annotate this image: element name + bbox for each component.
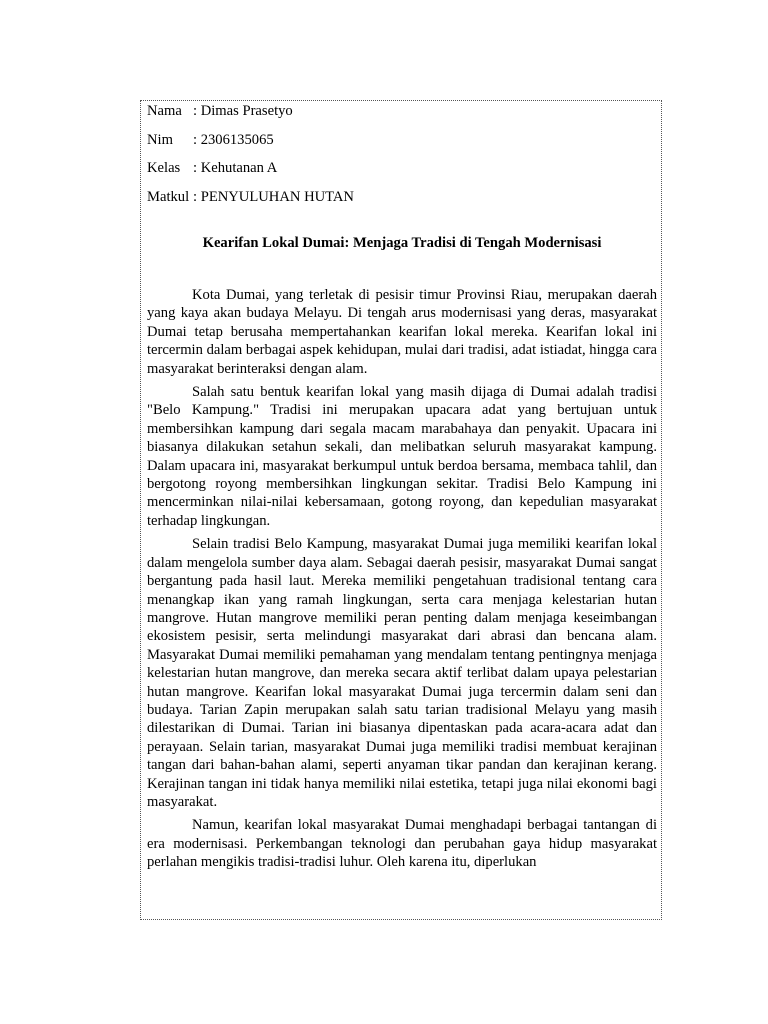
paragraph: Kota Dumai, yang terletak di pesisir timur Provinsi Riau, merupakan daerah yang kaya akan budaya Melayu. Di tengah arus modernisasi yang deras, masyarakat Dumai tetap berusaha mempertahankan kearifan lokal mereka. Kearifan lokal ini tercermin dalam berbagai aspek kehidupan, mulai dari tradisi, adat istiadat, hingga cara masyarakat berinteraksi dengan alam. xyxy=(147,287,657,377)
meta-value: : Kehutanan A xyxy=(193,160,278,176)
student-info xyxy=(147,102,657,216)
meta-value: : Dimas Prasetyo xyxy=(193,103,293,119)
meta-value: : 2306135065 xyxy=(193,131,274,148)
meta-label: Nama xyxy=(147,103,182,119)
meta-value: : PENYULUHAN HUTAN xyxy=(193,188,354,205)
paragraph: Salah satu bentuk kearifan lokal yang masih dijaga di Dumai adalah tradisi "Belo Kampung." Tradisi ini merupakan upacara adat yang bertujuan untuk membersihkan kampung dari segala macam marabahaya dan penyakit. Upacara ini biasanya dilakukan setahun sekali, dan melibatkan seluruh masyarakat kampung. Dalam upacara ini, masyarakat berkumpul untuk berdoa bersama, membaca tahlil, dan bergotong royong membersihkan lingkungan sekitar. Tradisi Belo Kampung ini mencerminkan nilai-nilai kebersamaan, gotong royong, dan kepedulian masyarakat terhadap lingkungan. xyxy=(147,384,657,529)
document-body xyxy=(147,286,657,872)
paragraph: Namun, kearifan lokal masyarakat Dumai menghadapi berbagai tantangan di era modernisasi. Perkembangan teknologi dan perubahan gaya hidup masyarakat perlahan mengikis tradisi-tradisi luhur. Oleh karena itu, diperlukan xyxy=(147,817,657,871)
document-title: Kearifan Lokal Dumai: Menjaga Tradisi di Tengah Modernisasi xyxy=(202,235,602,251)
meta-label: Matkul xyxy=(147,188,190,205)
meta-row-nim xyxy=(147,131,657,160)
meta-row-matkul xyxy=(147,188,657,217)
meta-row-nama xyxy=(147,102,657,131)
meta-row-kelas xyxy=(147,159,657,188)
meta-label: Nim xyxy=(147,131,173,148)
paragraph: Selain tradisi Belo Kampung, masyarakat Dumai juga memiliki kearifan lokal dalam mengelola sumber daya alam. Sebagai daerah pesisir, masyarakat Dumai sangat bergantung pada hasil laut. Mereka memiliki pengetahuan tradisional tentang cara menangkap ikan yang ramah lingkungan, serta cara menjaga kelestarian hutan mangrove. Hutan mangrove memiliki peran penting dalam menjaga keseimbangan ekosistem pesisir, serta melindungi masyarakat dari abrasi dan bencana alam. Masyarakat Dumai memiliki pemahaman yang mendalam tentang pentingnya menjaga kelestarian hutan mangrove, dan mereka secara aktif terlibat dalam upaya pelestarian hutan mangrove. Kearifan lokal masyarakat Dumai juga tercermin dalam seni dan budaya. Tarian Zapin merupakan salah satu tarian tradisional Melayu yang masih dilestarikan di Dumai. Tarian ini biasanya dipentaskan pada acara-acara adat dan perayaan. Selain tarian, masyarakat Dumai juga memiliki tradisi membuat kerajinan tangan dari bahan-bahan alami, seperti anyaman tikar pandan dan kerajinan kerang. Kerajinan tangan ini tidak hanya memiliki nilai estetika, tetapi juga nilai ekonomi bagi masyarakat. xyxy=(147,536,657,810)
text-frame xyxy=(140,100,662,920)
document-content xyxy=(147,102,657,877)
meta-label: Kelas xyxy=(147,160,181,176)
